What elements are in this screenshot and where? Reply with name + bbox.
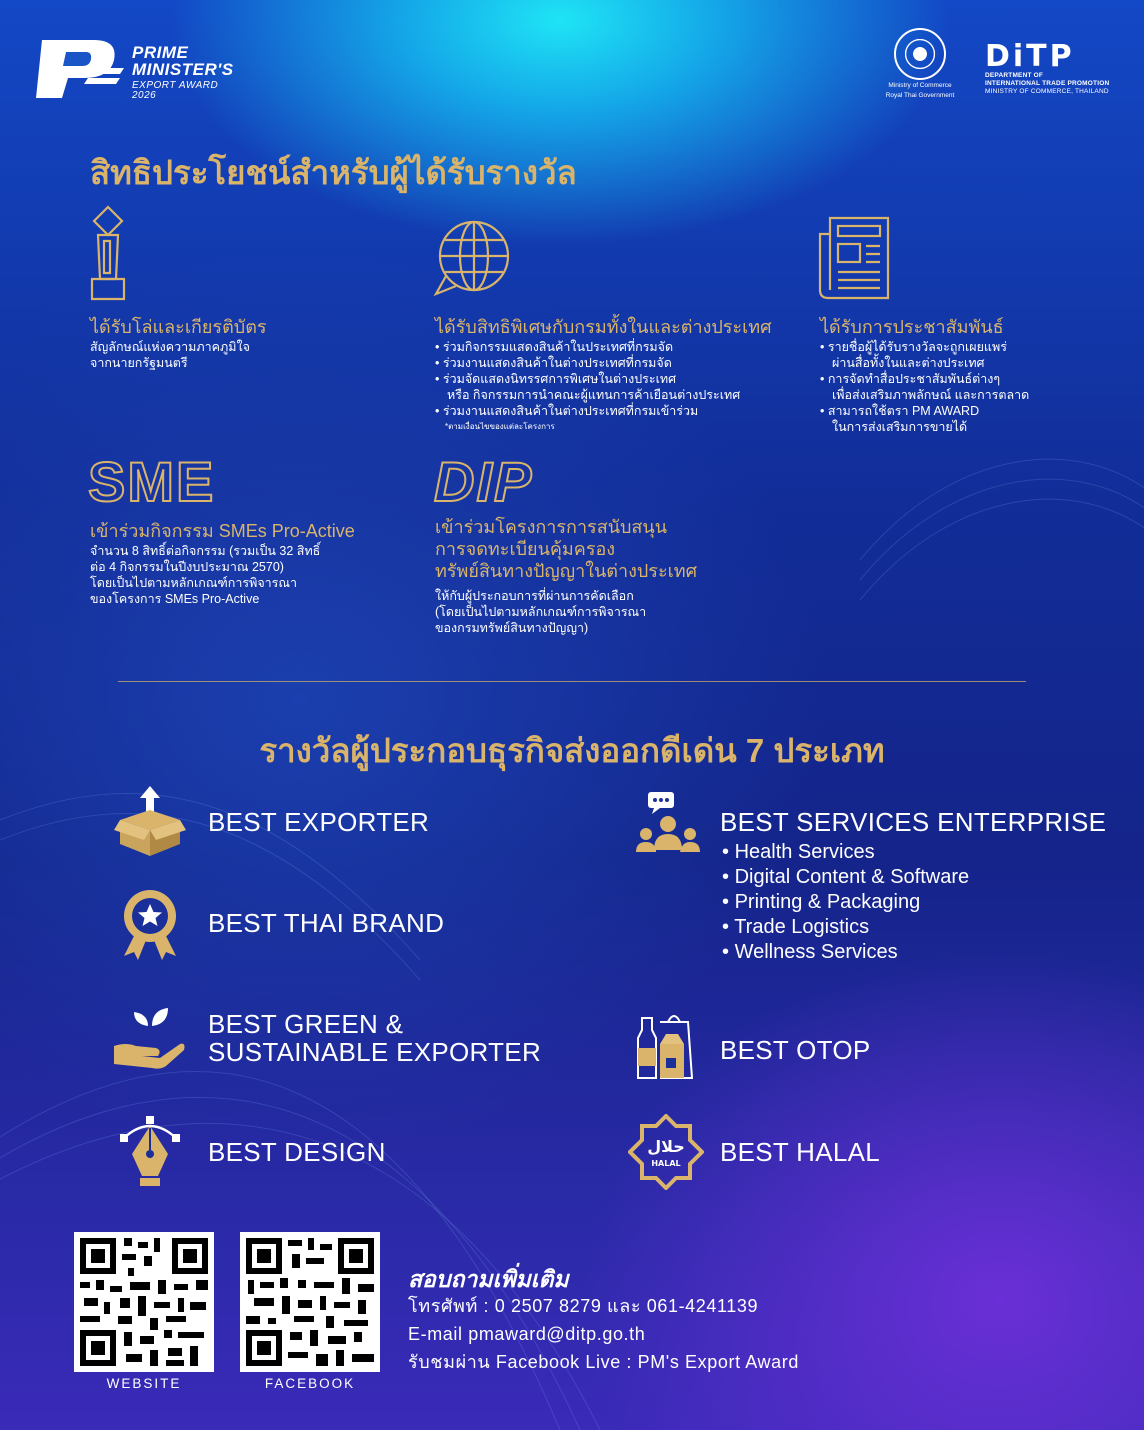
pr-benefit-title: ได้รับการประชาสัมพันธ์ [820,317,1004,337]
award-best-exporter: BEST EXPORTER [208,807,430,837]
sme-line: จำนวน 8 สิทธิ์ต่อกิจกรรม (รวมเป็น 32 สิทธิ์ [90,544,321,558]
award-best-green-line1: BEST GREEN & [208,1009,404,1039]
pr-item-cont: เพื่อส่งเสริมภาพลักษณ์ และการตลาด [832,388,1030,402]
globe-chat-icon [432,218,516,298]
dip-title-line: เข้าร่วมโครงการการสนับสนุน [435,517,668,537]
contact-phone[interactable]: โทรศัพท์ : 0 2507 8279 และ 061-4241139 [408,1296,759,1316]
pr-benefit-list [820,339,1120,435]
award-best-design: BEST DESIGN [208,1137,386,1167]
facebook-qr-caption: FACEBOOK [264,1376,356,1391]
sme-line: ต่อ 4 กิจกรรมในปีงบประมาณ 2570) [90,560,284,574]
pr-item: • รายชื่อผู้ได้รับรางวัลจะถูกเผยแพร่ [820,339,1120,355]
awards-title: รางวัลผู้ประกอบธุรกิจส่งออกดีเด่น 7 ประเภท [259,732,885,769]
ditp-sub3: MINISTRY OF COMMERCE, THAILAND [985,88,1109,95]
newspaper-icon [818,214,892,302]
box-export-icon [112,784,188,860]
privilege-item: • ร่วมงานแสดงสินค้าในต่างประเทศที่กรมจัด [435,355,795,371]
award-best-green [208,1010,541,1066]
halal-badge-text: HALAL [651,1159,681,1168]
contact-email[interactable]: E-mail pmaward@ditp.go.th [408,1324,646,1344]
pr-item: • การจัดทำสื่อประชาสัมพันธ์ต่างๆ [820,371,1120,387]
ditp-sub1: DEPARTMENT OF [985,72,1044,79]
pm-logo-line3: EXPORT AWARD 2026 [132,80,219,101]
dip-benefit-text [435,588,755,636]
services-item: • Wellness Services [722,940,969,965]
dip-title-line: ทรัพย์สินทางปัญญาในต่างประเทศ [435,561,698,581]
pm-logo-mark [32,38,124,100]
sme-logo-word: SME [88,450,216,513]
privilege-item: • ร่วมกิจกรรมแสดงสินค้าในประเทศที่กรมจัด [435,339,795,355]
services-category-list [722,840,969,965]
pen-nib-icon [112,1114,188,1190]
people-chat-icon [630,790,706,866]
dip-logo-word: DIP [434,450,534,513]
services-item: • Digital Content & Software [722,865,969,890]
privilege-item: • ร่วมจัดแสดงนิทรรศการพิเศษในต่างประเทศ [435,371,795,387]
contact-facebook-live: รับชมผ่าน Facebook Live : PM's Export Award [408,1352,799,1372]
award-best-services: BEST SERVICES ENTERPRISE [720,807,1107,837]
dip-benefit-title [435,516,697,582]
pm-logo-line2: MINISTER'S [132,60,234,79]
trophy-benefit-title: ได้รับโล่และเกียรติบัตร [90,317,267,337]
sme-benefit-title: เข้าร่วมกิจกรรม SMEs Pro-Active [90,521,355,541]
privilege-benefit-list [435,339,795,435]
moc-caption1: Ministry of Commerce [888,82,952,89]
contact-title: สอบถามเพิ่มเติม [408,1266,569,1292]
sme-benefit-text [90,543,410,607]
services-item: • Trade Logistics [722,915,969,940]
medal-star-icon [112,886,188,962]
pr-item-cont: ในการส่งเสริมการขายได้ [832,420,968,434]
benefits-title: สิทธิประโยชน์สำหรับผู้ได้รับรางวัล [90,154,577,191]
award-best-green-line2: SUSTAINABLE EXPORTER [208,1037,542,1067]
award-best-otop: BEST OTOP [720,1035,871,1065]
award-best-thai-brand: BEST THAI BRAND [208,908,445,938]
trophy-line: จากนายกรัฐมนตรี [90,356,188,370]
moc-caption2: Royal Thai Government [885,92,955,99]
ditp-sub2: INTERNATIONAL TRADE PROMOTION [985,80,1110,87]
services-item: • Printing & Packaging [722,890,969,915]
trophy-benefit-text [90,339,390,371]
ditp-mark: DiTP [985,39,1075,74]
pr-item: • สามารถใช้ตรา PM AWARD [820,403,1120,419]
dip-line: (โดยเป็นไปตามหลักเกณฑ์การพิจารณา [435,605,647,619]
pr-item-cont: ผ่านสื่อทั้งในและต่างประเทศ [832,356,985,370]
ditp-logo [985,39,1125,96]
halal-icon [628,1114,704,1190]
website-qr-code[interactable] [74,1232,214,1372]
pm-export-award-logo [32,38,242,108]
award-best-halal: BEST HALAL [720,1137,881,1167]
services-item: • Health Services [722,840,969,865]
dip-line: ให้กับผู้ประกอบการที่ผ่านการคัดเลือก [435,589,634,603]
trophy-icon [88,205,128,303]
shopping-bag-icon [630,1008,706,1084]
sme-line: โดยเป็นไปตามหลักเกณฑ์การพิจารณา [90,576,298,590]
privilege-note: *ตามเงื่อนไขของแต่ละโครงการ [445,422,555,431]
privilege-item-cont: หรือ กิจกรรมการนำคณะผู้แทนการค้าเยือนต่างประเทศ [447,388,741,402]
sme-line: ของโครงการ SMEs Pro-Active [90,592,260,606]
privilege-item: • ร่วมงานแสดงสินค้าในต่างประเทศที่กรมเข้าร่วม [435,403,795,419]
section-divider [118,681,1026,682]
pm-logo-line1: PRIME [132,43,189,62]
hand-leaf-icon [112,1002,188,1078]
trophy-line: สัญลักษณ์แห่งความภาคภูมิใจ [90,340,250,354]
website-qr-caption: WEBSITE [106,1376,182,1391]
dip-line: ของกรมทรัพย์สินทางปัญญา) [435,621,589,635]
ministry-of-commerce-logo [880,28,960,100]
dip-title-line: การจดทะเบียนคุ้มครอง [435,539,616,559]
ministry-seal-icon [894,28,946,80]
privilege-benefit-title: ได้รับสิทธิพิเศษกับกรมทั้งในและต่างประเทศ [435,317,772,337]
halal-arabic-glyph: حلال [647,1137,685,1156]
facebook-qr-code[interactable] [240,1232,380,1372]
